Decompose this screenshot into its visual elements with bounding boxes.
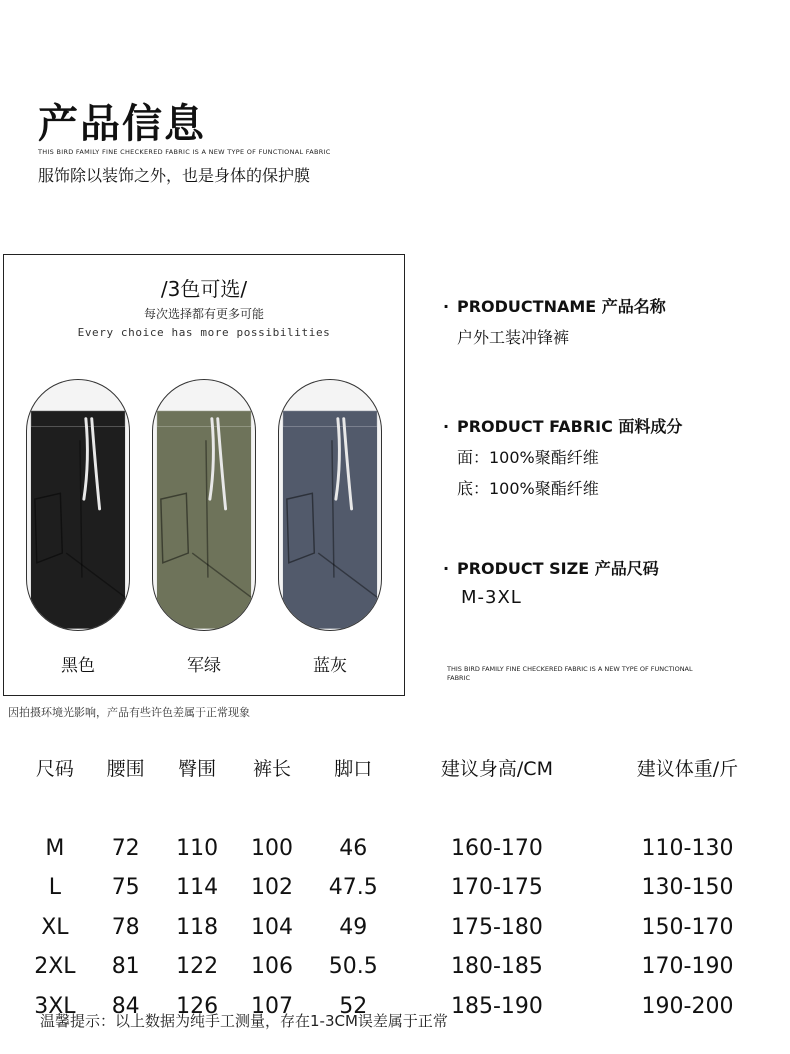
table-row [18, 868, 778, 908]
swatch-label-blue-grey: 蓝灰 [313, 656, 347, 676]
table-cell: 170-175 [450, 875, 543, 901]
color-options-title: /3色可选/ [160, 277, 248, 301]
pants-illustration-icon [27, 380, 129, 630]
bullet-icon: · [443, 297, 450, 316]
bullet-icon: · [443, 417, 450, 436]
header-length: 裤长 [253, 757, 292, 780]
header-weight: 建议体重/斤 [636, 757, 739, 780]
table-cell: 106 [251, 954, 294, 980]
subtitle-cn: 服饰除以装饰之外，也是身体的保护膜 [38, 166, 311, 185]
color-options-panel [3, 254, 405, 696]
table-cell: 160-170 [450, 835, 543, 861]
color-difference-note: 因拍摄环境光影响，产品有些许色差属于正常现象 [8, 706, 250, 719]
size-table [18, 745, 778, 1026]
fabric-tagline-en: THIS BIRD FAMILY FINE CHECKERED FABRIC IS A NEW TYPE OF FUNCTIONAL FABRIC [447, 665, 693, 682]
table-cell: 49 [339, 914, 368, 940]
table-cell: 46 [339, 835, 368, 861]
size-table-header [18, 745, 778, 789]
table-cell: 3XL [34, 993, 76, 1019]
product-size-value: M-3XL [461, 587, 522, 608]
table-cell: M [45, 835, 65, 861]
swatch-blue-grey[interactable] [278, 379, 382, 631]
header-hip: 臀围 [178, 757, 217, 780]
bullet-icon: · [443, 559, 450, 578]
product-fabric-heading: · PRODUCT FABRIC 面料成分 [443, 417, 683, 436]
table-cell: 107 [251, 993, 294, 1019]
table-cell: 114 [176, 875, 219, 901]
header-waist: 腰围 [106, 757, 145, 780]
fabric-lining: 底：100%聚酯纤维 [457, 479, 599, 498]
table-cell: 81 [111, 954, 140, 980]
table-cell: 130-150 [641, 875, 734, 901]
table-cell: 122 [176, 954, 219, 980]
header-size: 尺码 [35, 757, 74, 780]
pants-illustration-icon [153, 380, 255, 630]
table-cell: 104 [251, 914, 294, 940]
page-title: 产品信息 [38, 101, 206, 147]
swatch-label-army-green: 军绿 [187, 656, 221, 676]
table-cell: 118 [176, 914, 219, 940]
header-height: 建议身高/CM [440, 757, 553, 780]
table-cell: XL [41, 914, 69, 940]
pants-illustration-icon [279, 380, 381, 630]
product-name-value: 户外工装冲锋裤 [457, 328, 570, 347]
table-cell: 72 [111, 835, 140, 861]
product-size-block [443, 556, 659, 608]
table-cell: 110-130 [641, 835, 734, 861]
table-cell: 75 [111, 875, 140, 901]
table-cell: 180-185 [450, 954, 543, 980]
subtitle-en: THIS BIRD FAMILY FINE CHECKERED FABRIC IS A NEW TYPE OF FUNCTIONAL FABRIC [38, 148, 331, 156]
swatch-black[interactable] [26, 379, 130, 631]
table-cell: 175-180 [450, 914, 543, 940]
table-cell: 126 [176, 993, 219, 1019]
header-hem: 脚口 [334, 757, 373, 780]
measurement-note: 温馨提示：以上数据为纯手工测量，存在1-3CM误差属于正常 [40, 1012, 448, 1030]
product-name-heading: · PRODUCTNAME 产品名称 [443, 297, 666, 316]
table-cell: 102 [251, 875, 294, 901]
swatch-army-green[interactable] [152, 379, 256, 631]
table-cell: 78 [111, 914, 140, 940]
fabric-outer: 面：100%聚酯纤维 [457, 448, 599, 467]
table-cell: 150-170 [641, 914, 734, 940]
table-cell: 2XL [34, 954, 76, 980]
table-cell: 110 [176, 835, 219, 861]
table-row [18, 947, 778, 987]
table-cell: 170-190 [641, 954, 734, 980]
table-cell: 190-200 [641, 993, 734, 1019]
swatch-label-black: 黑色 [61, 656, 95, 676]
table-cell: 100 [251, 835, 294, 861]
table-cell: 52 [339, 993, 368, 1019]
table-cell: 47.5 [328, 875, 378, 901]
table-cell: 84 [111, 993, 140, 1019]
table-row [18, 829, 778, 869]
product-name-block [443, 294, 666, 348]
color-options-subtitle: 每次选择都有更多可能 [143, 307, 264, 321]
color-options-subtitle-en: Every choice has more possibilities [77, 326, 331, 339]
table-cell: L [48, 875, 62, 901]
table-row [18, 908, 778, 948]
product-fabric-block [443, 414, 682, 499]
table-cell: 185-190 [450, 993, 543, 1019]
product-size-heading: · PRODUCT SIZE 产品尺码 [443, 559, 659, 578]
table-cell: 50.5 [328, 954, 378, 980]
